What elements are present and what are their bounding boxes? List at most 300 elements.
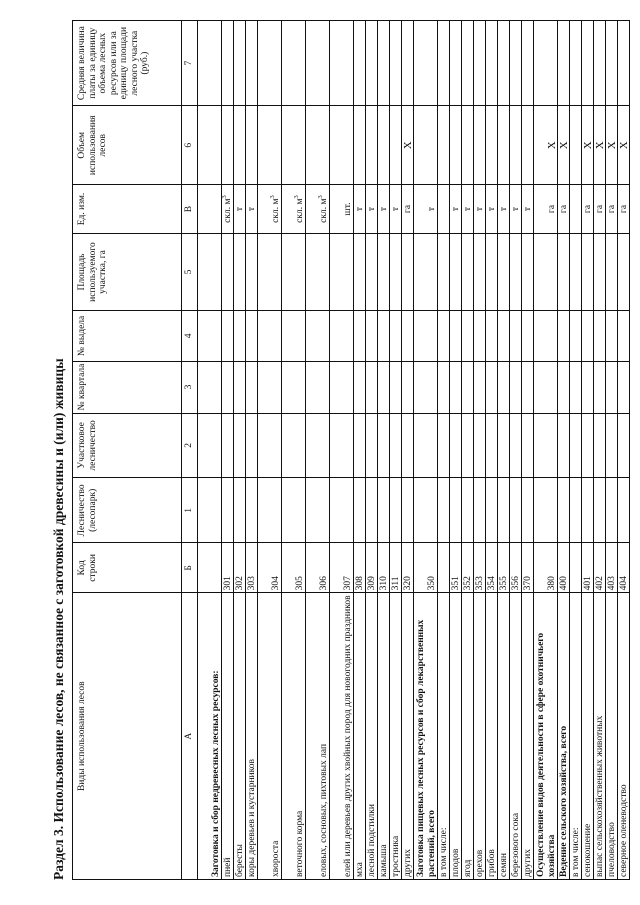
row-name: Осуществление видов деятельности в сфере охотничьего хозяйства — [534, 593, 558, 880]
empty-cell — [246, 361, 258, 413]
unit-text: т — [474, 206, 485, 212]
row-unit — [414, 185, 438, 233]
empty-cell — [474, 361, 486, 413]
empty-cell — [498, 233, 510, 311]
row-code: 352 — [462, 543, 474, 593]
row-price — [414, 21, 438, 106]
table-row — [462, 21, 474, 880]
empty-cell — [282, 413, 306, 478]
row-price — [558, 21, 570, 106]
header-cell: № квартала — [73, 361, 182, 413]
table-row — [498, 21, 510, 880]
row-name: орехов — [474, 593, 486, 880]
empty-cell — [246, 478, 258, 543]
empty-cell — [582, 233, 594, 311]
row-unit — [438, 185, 450, 233]
row-volume — [486, 106, 498, 185]
empty-cell — [390, 478, 402, 543]
row-code: 404 — [618, 543, 630, 593]
column-number: 3 — [182, 361, 198, 413]
table-row — [198, 21, 222, 880]
row-unit — [486, 185, 498, 233]
empty-cell — [234, 478, 246, 543]
table-row — [486, 21, 498, 880]
empty-cell — [234, 233, 246, 311]
row-price — [510, 21, 522, 106]
empty-cell — [534, 478, 558, 543]
row-code: 309 — [366, 543, 378, 593]
row-price — [282, 21, 306, 106]
empty-cell — [354, 413, 366, 478]
empty-cell — [402, 361, 414, 413]
row-unit — [330, 185, 354, 233]
empty-cell — [234, 361, 246, 413]
row-code: 302 — [234, 543, 246, 593]
empty-cell — [450, 413, 462, 478]
column-number: Б — [182, 543, 198, 593]
row-code: 304 — [258, 543, 282, 593]
table-row — [306, 21, 330, 880]
row-volume — [438, 106, 450, 185]
row-unit — [282, 185, 306, 233]
empty-cell — [354, 478, 366, 543]
empty-cell — [450, 233, 462, 311]
row-unit — [222, 185, 234, 233]
empty-cell — [330, 311, 354, 361]
header-row — [73, 21, 182, 880]
column-number: В — [182, 185, 198, 233]
row-code — [570, 543, 582, 593]
table-row — [234, 21, 246, 880]
table-row — [414, 21, 438, 880]
row-name: северное оленеводство — [618, 593, 630, 880]
row-unit — [258, 185, 282, 233]
unit-superscript: 3 — [316, 195, 324, 199]
row-price — [570, 21, 582, 106]
empty-cell — [402, 311, 414, 361]
empty-cell — [402, 413, 414, 478]
row-name: пчеловодство — [606, 593, 618, 880]
row-unit — [462, 185, 474, 233]
row-volume: X — [558, 106, 570, 185]
empty-cell — [594, 361, 606, 413]
row-price — [618, 21, 630, 106]
row-volume — [222, 106, 234, 185]
row-volume — [198, 106, 222, 185]
header-cell: Участковое лесничество — [73, 413, 182, 478]
row-price — [534, 21, 558, 106]
row-unit — [198, 185, 222, 233]
unit-text: га — [546, 204, 557, 214]
row-volume — [234, 106, 246, 185]
unit-text: т — [426, 206, 437, 212]
unit-superscript: 3 — [268, 195, 276, 199]
empty-cell — [582, 361, 594, 413]
row-name: Заготовка и сбор недревесных лесных ресурсов: — [198, 593, 222, 880]
row-volume — [414, 106, 438, 185]
unit-text: скл. м — [222, 198, 233, 223]
row-code: 350 — [414, 543, 438, 593]
header-cell: Виды использования лесов — [73, 593, 182, 880]
empty-cell — [306, 478, 330, 543]
row-volume: X — [534, 106, 558, 185]
table-row — [534, 21, 558, 880]
row-code: 311 — [390, 543, 402, 593]
row-name: выпас сельскохозяйственных животных — [594, 593, 606, 880]
table-row — [618, 21, 630, 880]
empty-cell — [510, 311, 522, 361]
empty-cell — [378, 311, 390, 361]
row-volume — [474, 106, 486, 185]
empty-cell — [570, 361, 582, 413]
empty-cell — [414, 413, 438, 478]
empty-cell — [474, 478, 486, 543]
row-price — [234, 21, 246, 106]
row-price — [354, 21, 366, 106]
row-volume — [282, 106, 306, 185]
empty-cell — [474, 233, 486, 311]
table-row — [510, 21, 522, 880]
row-code: 354 — [486, 543, 498, 593]
row-name: березового сока — [510, 593, 522, 880]
empty-cell — [414, 361, 438, 413]
empty-cell — [522, 311, 534, 361]
column-number: 4 — [182, 311, 198, 361]
empty-cell — [402, 233, 414, 311]
empty-cell — [306, 361, 330, 413]
row-price — [258, 21, 282, 106]
header-cell: Лесничество (лесопарк) — [73, 478, 182, 543]
empty-cell — [390, 233, 402, 311]
row-code: 402 — [594, 543, 606, 593]
empty-cell — [486, 311, 498, 361]
empty-cell — [618, 233, 630, 311]
row-code: 305 — [282, 543, 306, 593]
row-price — [306, 21, 330, 106]
row-price — [474, 21, 486, 106]
header-cell: № выдела — [73, 311, 182, 361]
row-unit — [366, 185, 378, 233]
unit-text: т — [522, 206, 533, 212]
unit-text: скл. м — [318, 198, 329, 223]
empty-cell — [510, 361, 522, 413]
empty-cell — [558, 478, 570, 543]
empty-cell — [282, 233, 306, 311]
table-row — [522, 21, 534, 880]
empty-cell — [366, 233, 378, 311]
unit-text: т — [390, 206, 401, 212]
row-code: 355 — [498, 543, 510, 593]
table-body — [198, 21, 630, 880]
empty-cell — [522, 478, 534, 543]
row-unit — [582, 185, 594, 233]
empty-cell — [366, 311, 378, 361]
row-unit — [570, 185, 582, 233]
empty-cell — [438, 233, 450, 311]
empty-cell — [486, 413, 498, 478]
row-volume — [366, 106, 378, 185]
empty-cell — [330, 361, 354, 413]
empty-cell — [462, 361, 474, 413]
row-price — [402, 21, 414, 106]
empty-cell — [522, 233, 534, 311]
empty-cell — [414, 311, 438, 361]
row-volume — [522, 106, 534, 185]
empty-cell — [354, 233, 366, 311]
empty-cell — [366, 478, 378, 543]
unit-text: т — [234, 206, 245, 212]
empty-cell — [450, 361, 462, 413]
row-code — [438, 543, 450, 593]
empty-cell — [414, 233, 438, 311]
unit-text: т — [510, 206, 521, 212]
empty-cell — [582, 413, 594, 478]
empty-cell — [462, 233, 474, 311]
table-row — [282, 21, 306, 880]
table-row — [330, 21, 354, 880]
row-name: в том числе: — [438, 593, 450, 880]
empty-cell — [438, 413, 450, 478]
empty-cell — [606, 233, 618, 311]
row-code: 307 — [330, 543, 354, 593]
empty-cell — [594, 413, 606, 478]
empty-cell — [414, 478, 438, 543]
empty-cell — [498, 413, 510, 478]
empty-cell — [462, 413, 474, 478]
row-name: лесной подстилки — [366, 593, 378, 880]
row-name: веточного корма — [282, 593, 306, 880]
empty-cell — [450, 478, 462, 543]
unit-text: т — [486, 206, 497, 212]
unit-text: га — [402, 204, 413, 214]
column-number: 2 — [182, 413, 198, 478]
empty-cell — [570, 311, 582, 361]
row-unit — [246, 185, 258, 233]
empty-cell — [222, 233, 234, 311]
empty-cell — [246, 413, 258, 478]
empty-cell — [606, 361, 618, 413]
row-name: других — [402, 593, 414, 880]
row-unit — [354, 185, 366, 233]
row-volume — [390, 106, 402, 185]
row-code: 400 — [558, 543, 570, 593]
empty-cell — [378, 478, 390, 543]
empty-cell — [234, 311, 246, 361]
empty-cell — [570, 233, 582, 311]
empty-cell — [558, 361, 570, 413]
unit-text: т — [246, 206, 257, 212]
empty-cell — [222, 311, 234, 361]
empty-cell — [534, 311, 558, 361]
row-code: 380 — [534, 543, 558, 593]
row-unit — [378, 185, 390, 233]
row-price — [378, 21, 390, 106]
table-row — [438, 21, 450, 880]
empty-cell — [198, 413, 222, 478]
table-row — [450, 21, 462, 880]
unit-text: скл. м — [294, 198, 305, 223]
empty-cell — [486, 478, 498, 543]
empty-cell — [378, 233, 390, 311]
empty-cell — [450, 311, 462, 361]
row-unit — [498, 185, 510, 233]
empty-cell — [258, 478, 282, 543]
row-price — [330, 21, 354, 106]
empty-cell — [258, 311, 282, 361]
row-name: в том числе: — [570, 593, 582, 880]
empty-cell — [582, 478, 594, 543]
row-code: 370 — [522, 543, 534, 593]
header-cell: Площадь используемого участка, га — [73, 233, 182, 311]
row-name: мха — [354, 593, 366, 880]
empty-cell — [582, 311, 594, 361]
row-name: сенокошение — [582, 593, 594, 880]
row-price — [594, 21, 606, 106]
row-price — [390, 21, 402, 106]
empty-cell — [306, 413, 330, 478]
unit-text: т — [498, 206, 509, 212]
usage-table — [72, 20, 630, 880]
row-name: Заготовка пищевых лесных ресурсов и сбор лекарственных растений, всего — [414, 593, 438, 880]
row-unit — [510, 185, 522, 233]
row-volume — [510, 106, 522, 185]
row-unit — [474, 185, 486, 233]
empty-cell — [522, 413, 534, 478]
unit-text: га — [582, 204, 593, 214]
row-code: 308 — [354, 543, 366, 593]
empty-cell — [558, 233, 570, 311]
unit-text: шт. — [342, 202, 353, 216]
empty-cell — [594, 233, 606, 311]
row-name: камыша — [378, 593, 390, 880]
empty-cell — [366, 361, 378, 413]
row-price — [366, 21, 378, 106]
rotated-content — [48, 20, 640, 880]
row-unit — [618, 185, 630, 233]
unit-text: т — [450, 206, 461, 212]
empty-cell — [510, 413, 522, 478]
table-row — [606, 21, 618, 880]
row-volume: X — [606, 106, 618, 185]
row-name: коры деревьев и кустарников — [246, 593, 258, 880]
row-unit — [558, 185, 570, 233]
empty-cell — [462, 478, 474, 543]
empty-cell — [618, 478, 630, 543]
row-code: 351 — [450, 543, 462, 593]
row-unit — [402, 185, 414, 233]
row-name: тростника — [390, 593, 402, 880]
empty-cell — [354, 311, 366, 361]
empty-cell — [258, 233, 282, 311]
empty-cell — [438, 361, 450, 413]
empty-cell — [594, 478, 606, 543]
empty-cell — [222, 478, 234, 543]
unit-text: га — [618, 204, 629, 214]
empty-cell — [594, 311, 606, 361]
table-row — [570, 21, 582, 880]
row-code: 320 — [402, 543, 414, 593]
row-code: 353 — [474, 543, 486, 593]
empty-cell — [198, 478, 222, 543]
row-volume: X — [582, 106, 594, 185]
empty-cell — [330, 478, 354, 543]
row-unit — [594, 185, 606, 233]
row-volume: X — [618, 106, 630, 185]
empty-cell — [354, 361, 366, 413]
empty-cell — [462, 311, 474, 361]
row-unit — [306, 185, 330, 233]
empty-cell — [246, 311, 258, 361]
row-unit — [450, 185, 462, 233]
row-price — [582, 21, 594, 106]
table-row — [354, 21, 366, 880]
empty-cell — [474, 413, 486, 478]
empty-cell — [498, 361, 510, 413]
header-cell: Ед. изм. — [73, 185, 182, 233]
table-row — [558, 21, 570, 880]
empty-cell — [498, 478, 510, 543]
row-name: пней — [222, 593, 234, 880]
unit-text: т — [378, 206, 389, 212]
row-name: грибов — [486, 593, 498, 880]
empty-cell — [282, 361, 306, 413]
row-price — [522, 21, 534, 106]
row-price — [198, 21, 222, 106]
table-row — [222, 21, 234, 880]
header-cell: Код строки — [73, 543, 182, 593]
empty-cell — [198, 311, 222, 361]
table-row — [246, 21, 258, 880]
table-row — [402, 21, 414, 880]
empty-cell — [246, 233, 258, 311]
empty-cell — [522, 361, 534, 413]
row-code: 306 — [306, 543, 330, 593]
unit-superscript: 3 — [220, 195, 228, 199]
row-code: 356 — [510, 543, 522, 593]
empty-cell — [258, 413, 282, 478]
empty-cell — [570, 413, 582, 478]
table-row — [594, 21, 606, 880]
column-number-row — [182, 21, 198, 880]
row-volume — [354, 106, 366, 185]
empty-cell — [378, 413, 390, 478]
empty-cell — [558, 413, 570, 478]
row-price — [450, 21, 462, 106]
empty-cell — [618, 361, 630, 413]
row-volume — [378, 106, 390, 185]
empty-cell — [234, 413, 246, 478]
empty-cell — [534, 233, 558, 311]
empty-cell — [222, 361, 234, 413]
row-name: других — [522, 593, 534, 880]
row-code: 310 — [378, 543, 390, 593]
row-name: хвороста — [258, 593, 282, 880]
empty-cell — [402, 478, 414, 543]
row-price — [498, 21, 510, 106]
empty-cell — [306, 311, 330, 361]
empty-cell — [498, 311, 510, 361]
row-volume — [246, 106, 258, 185]
empty-cell — [390, 311, 402, 361]
empty-cell — [534, 361, 558, 413]
table-row — [258, 21, 282, 880]
unit-text: га — [558, 204, 569, 214]
section-title: Раздел 3. Использование лесов, не связанное с заготовкой древесины и (или) живицы — [51, 358, 66, 880]
row-volume — [450, 106, 462, 185]
empty-cell — [618, 413, 630, 478]
row-volume: X — [594, 106, 606, 185]
row-unit — [606, 185, 618, 233]
